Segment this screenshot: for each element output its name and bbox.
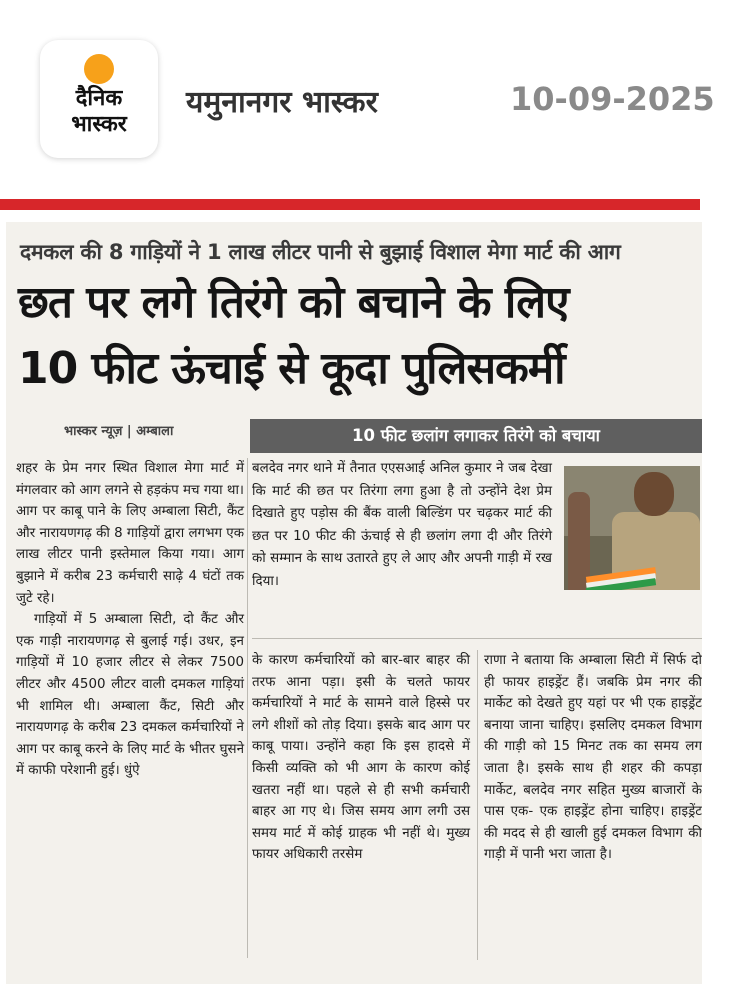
- app-header: [0, 0, 747, 190]
- police-officer-photo: [564, 466, 700, 590]
- brand-divider: [0, 199, 700, 210]
- logo-text-line1: दैनिक: [75, 86, 123, 111]
- logo-sun-icon: [84, 54, 114, 84]
- article-kicker: दमकल की 8 गाड़ियों ने 1 लाख लीटर पानी से बुझाई विशाल मेगा मार्ट की आग: [20, 240, 621, 264]
- paragraph: गाड़ियों में 5 अम्बाला सिटी, दो कैंट और एक गाड़ी नारायणगढ़ से बुलाई गई। उधर, इन गाड़ियों में 10 हजार लीटर से लेकर 7500 लीटर और 4500 लीटर वाली दमकल गाड़ियां भी शामिल थी। अम्बाला कैंट, सिटी और नारायणगढ़ के करीब 23 दमकल कर्मचारियों ने आग पर काबू करने के लिए मार्ट के भीतर घुसने में काफी परेशानी हुई। धुंऐ: [16, 612, 244, 779]
- box-subheading: 10 फीट छलांग लगाकर तिरंगे को बचाया: [250, 419, 702, 453]
- article-column-left: [16, 458, 244, 782]
- box-bottom-divider: [252, 638, 702, 639]
- column-divider: [477, 650, 478, 960]
- headline-line-1: छत पर लगे तिरंगे को बचाने के लिए: [18, 277, 569, 328]
- photo-bystander: [568, 492, 590, 590]
- logo-text-line2: भास्कर: [71, 112, 127, 137]
- news-clipping[interactable]: [6, 222, 702, 984]
- article-column-right: राणा ने बताया कि अम्बाला सिटी में सिर्फ दो ही फायर हाइड्रेंट हैं। जबकि प्रेम नगर की मार्केट को देखते हुए यहां पर भी एक हाइड्रेंट बनाया जाना चाहिए। इसलिए दमकल विभाग की गाड़ी को 15 मिनट तक का समय लग जाता है। इसके साथ ही शहर की कपड़ा मार्केट, बलदेव नगर सहित मुख्य बाजारों के पास एक- एक हाइड्रेंट होना चाहिए। हाइड्रेंट की मदद से ही खाली हुई दमकल विभाग की गाड़ी में पानी भरा जाता है।: [484, 653, 702, 863]
- headline-line-2: 10 फीट ऊंचाई से कूदा पुलिसकर्मी: [18, 343, 565, 394]
- box-story-text: बलदेव नगर थाने में तैनात एएसआई अनिल कुमार ने जब देखा कि मार्ट की छत पर तिरंगा लगा हुआ है तो उन्होंने देश प्रेम दिखाते हुए पड़ोस की बैंक वाली बिल्डिंग पर चढ़कर मार्ट की छत पर 10 फीट की ऊंचाई से ही छलांग लगा दी और तिरंगे को सम्मान के साथ उतारते हुए ले आए और अपनी गाड़ी में रख दिया।: [252, 461, 552, 589]
- paragraph: शहर के प्रेम नगर स्थित विशाल मेगा मार्ट में मंगलवार को आग लगने से हड़कंप मच गया था। आग पर काबू पाने के लिए अम्बाला सिटी, कैंट और नारायणगढ़ की 8 गाड़ियों द्वारा लगभग एक लाख लीटर पानी इस्तेमाल किया गया। आग बुझाने में करीब 23 कर्मचारी साढ़े 4 घंटों तक जुटे रहे।: [16, 461, 244, 606]
- column-divider: [247, 458, 248, 958]
- photo-officer-head: [634, 472, 674, 516]
- article-column-middle: के कारण कर्मचारियों को बार-बार बाहर की तरफ आना पड़ा। इसी के चलते फायर कर्मचारियों ने मार्ट के सामने वाले हिस्से पर लगे शीशों को तोड़ दिया। इसके बाद आग पर काबू पाया। उन्होंने कहा कि इस हादसे में किसी व्यक्ति को भी आग के कारण कोई खतरा नहीं था। पहले से ही सभी कर्मचारी बाहर आ गए थे। जिस समय आग लगी उस समय मार्ट में कोई ग्राहक भी नहीं थे। मुख्य फायर अधिकारी तरसेम: [252, 653, 470, 863]
- edition-date: 10-09-2025: [510, 80, 715, 118]
- dainik-bhaskar-logo[interactable]: [40, 40, 158, 158]
- byline: भास्कर न्यूज़ | अम्बाला: [64, 424, 174, 439]
- edition-title: यमुनानगर भास्कर: [186, 85, 378, 120]
